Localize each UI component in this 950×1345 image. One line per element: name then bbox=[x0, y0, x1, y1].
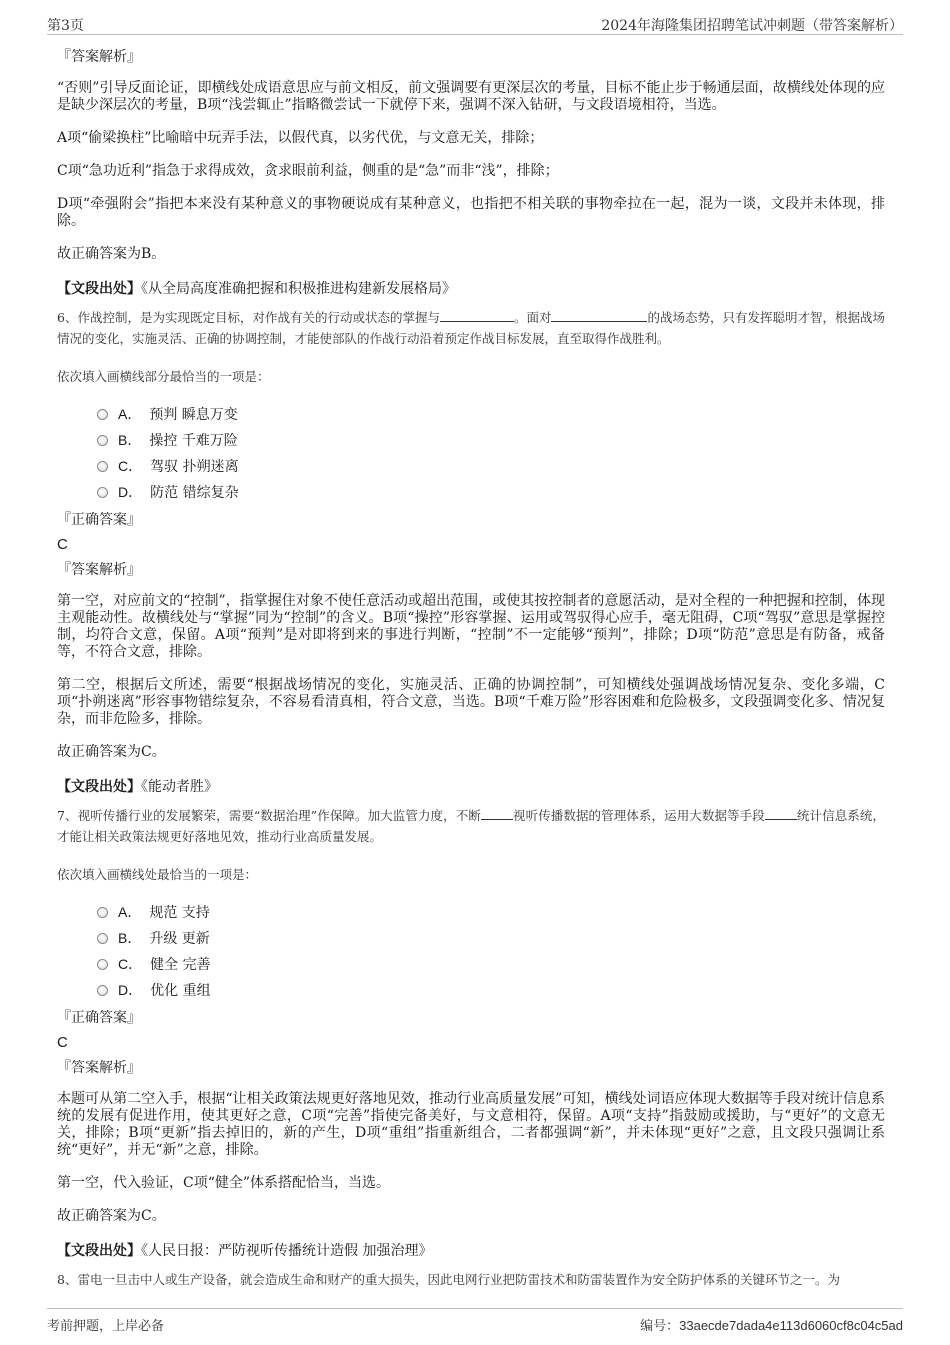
analysis-paragraph: D项“牵强附会”指把本来没有某种意义的事物硬说成有某种意义，也指把不相关联的事物牵拉在一起，混为一谈，文段并未体现，排除。 bbox=[57, 196, 885, 229]
option-a[interactable] bbox=[97, 899, 885, 925]
radio-icon[interactable] bbox=[97, 959, 108, 970]
analysis-paragraph: 本题可从第二空入手，根据“让相关政策法规更好落地见效，推动行业高质量发展”可知，横线处词语应体现大数据等手段对统计信息系统的发展有促进作用，使其更好之意，C项“完善”指使完备美好，与文意相符，保留。A项“支持”指鼓励或援助，与“更好”的文意无关，排除；B项“更新”指去掉旧的，新的产生，D项“重组”指重新组合，二者都强调“新”，并未体现“更好”之意，且文段只强调让系统“更好”，并无“新”之意，排除。 bbox=[57, 1091, 885, 1158]
answer-blank bbox=[481, 807, 513, 820]
code-value: 33aecde7dada4e113d6060cf8c04c5ad bbox=[679, 1318, 903, 1333]
option-key: C． bbox=[118, 458, 143, 474]
question-text-part: 的战场态势，只有发挥聪明才智，根据战场情况的变化，实施灵活、正确的协调控制，才能使部队的作战行动沿着预定作战目标发展，直至取得作战胜利。 bbox=[57, 310, 885, 346]
question-6-prompt: 依次填入画横线部分最恰当的一项是： bbox=[57, 369, 270, 384]
correct-answer-label: 『正确答案』 bbox=[57, 1010, 141, 1026]
document-title: 2024年海隆集团招聘笔试冲刺题（带答案解析） bbox=[601, 18, 903, 34]
correct-answer: C bbox=[57, 536, 68, 553]
radio-icon[interactable] bbox=[97, 435, 108, 446]
radio-icon[interactable] bbox=[97, 487, 108, 498]
option-a[interactable] bbox=[97, 401, 885, 427]
page-number: 第3页 bbox=[47, 18, 84, 34]
question-8-text: 8、雷电一旦击中人或生产设备，就会造成生命和财产的重大损失，因此电网行业把防雷技术和防雷装置作为安全防护体系的关键环节之一。为 bbox=[57, 1272, 840, 1287]
question-text-part: 视听传播数据的管理体系，运用大数据等手段 bbox=[512, 808, 765, 823]
source-title: 《人民日报：严防视听传播统计造假 加强治理》 bbox=[141, 1243, 433, 1259]
analysis-conclusion: 故正确答案为C。 bbox=[57, 1208, 166, 1224]
radio-icon[interactable] bbox=[97, 461, 108, 472]
question-text-part: 统计信息系统，才能让相关政策法规更好落地见效，推动行业高质量发展。 bbox=[57, 808, 885, 844]
analysis-label: 『答案解析』 bbox=[57, 1060, 141, 1076]
main-content bbox=[57, 46, 885, 1308]
source-line bbox=[57, 1241, 885, 1261]
option-key: A． bbox=[118, 406, 142, 422]
option-key: A． bbox=[118, 904, 142, 920]
analysis-paragraph: “否则”引导反面论证，即横线处成语意思应与前文相反，前文强调要有更深层次的考量，目标不能止步于畅通层面，故横线处体现的应是缺少深层次的考量，B项“浅尝辄止”指略微尝试一下就停下来，强调不深入钻研，与文段语境相符，当选。 bbox=[57, 80, 885, 113]
option-text: 驾驭 扑朔迷离 bbox=[150, 459, 239, 475]
option-key: B． bbox=[118, 930, 142, 946]
option-key: D． bbox=[118, 982, 143, 998]
question-text-part: 6、作战控制，是为实现既定目标，对作战有关的行动或状态的掌握与 bbox=[57, 310, 440, 325]
option-text: 优化 重组 bbox=[150, 983, 211, 999]
option-c[interactable] bbox=[97, 951, 885, 977]
question-7-text bbox=[57, 805, 885, 847]
option-d[interactable] bbox=[97, 479, 885, 505]
radio-icon[interactable] bbox=[97, 907, 108, 918]
analysis-label: 『答案解析』 bbox=[57, 49, 141, 65]
question-7-prompt: 依次填入画横线处最恰当的一项是： bbox=[57, 867, 258, 882]
question-6-options bbox=[97, 401, 885, 505]
correct-answer: C bbox=[57, 1034, 68, 1051]
option-c[interactable] bbox=[97, 453, 885, 479]
option-text: 预判 瞬息万变 bbox=[149, 407, 238, 423]
page-header bbox=[47, 12, 903, 35]
source-title: 《从全局高度准确把握和积极推进构建新发展格局》 bbox=[141, 281, 456, 297]
source-line bbox=[57, 777, 885, 797]
radio-icon[interactable] bbox=[97, 933, 108, 944]
question-6-text bbox=[57, 307, 885, 349]
analysis-paragraph: 第二空，根据后文所述，需要“根据战场情况的变化，实施灵活、正确的协调控制”，可知横线处强调战场情况复杂、变化多端，C项“扑朔迷离”形容事物错综复杂，不容易看清真相，符合文意，当选。B项“千难万险”形容困难和危险极多，文段强调变化多、情况复杂，而非危险多，排除。 bbox=[57, 677, 885, 727]
source-tag: 【文段出处】 bbox=[57, 1243, 141, 1259]
analysis-paragraph: C项“急功近利”指急于求得成效，贪求眼前利益，侧重的是“急”而非“浅”，排除； bbox=[57, 163, 559, 179]
question-text-part: 。面对 bbox=[513, 310, 552, 325]
answer-blank bbox=[440, 309, 514, 322]
document-code bbox=[640, 1315, 903, 1334]
source-title: 《能动者胜》 bbox=[141, 779, 218, 795]
source-line bbox=[57, 279, 885, 299]
option-text: 防范 错综复杂 bbox=[150, 485, 239, 501]
option-text: 规范 支持 bbox=[149, 905, 210, 921]
option-key: D． bbox=[118, 484, 143, 500]
page-footer bbox=[47, 1308, 903, 1337]
option-text: 健全 完善 bbox=[150, 957, 211, 973]
option-text: 升级 更新 bbox=[149, 931, 210, 947]
option-d[interactable] bbox=[97, 977, 885, 1003]
code-label: 编号： bbox=[640, 1319, 680, 1334]
footer-slogan: 考前押题，上岸必备 bbox=[47, 1319, 165, 1334]
question-text-part: 7、视听传播行业的发展繁荣，需要“数据治理”作保障。加大监管力度，不断 bbox=[57, 808, 481, 823]
option-b[interactable] bbox=[97, 925, 885, 951]
option-text: 操控 千难万险 bbox=[149, 433, 238, 449]
analysis-conclusion: 故正确答案为B。 bbox=[57, 246, 166, 262]
correct-answer-label: 『正确答案』 bbox=[57, 512, 141, 528]
analysis-paragraph: A项“偷梁换柱”比喻暗中玩弄手法，以假代真，以劣代优，与文意无关，排除； bbox=[57, 130, 544, 146]
answer-blank bbox=[765, 807, 797, 820]
option-b[interactable] bbox=[97, 427, 885, 453]
question-7-options bbox=[97, 899, 885, 1003]
analysis-conclusion: 故正确答案为C。 bbox=[57, 744, 166, 760]
radio-icon[interactable] bbox=[97, 409, 108, 420]
answer-blank bbox=[551, 309, 647, 322]
option-key: B． bbox=[118, 432, 142, 448]
radio-icon[interactable] bbox=[97, 985, 108, 996]
option-key: C． bbox=[118, 956, 143, 972]
analysis-paragraph: 第一空，对应前文的“控制”，指掌握住对象不使任意活动或超出范围，或使其按控制者的意愿活动，是对全程的一种把握和控制，体现主观能动性。故横线处与“掌握”同为“控制”的含义。B项“操控”形容掌握、运用或驾驭得心应手，毫无阻碍，C项“驾驭”意思是掌握控制，均符合文意，保留。A项“预判”是对即将到来的事进行判断，“控制”不一定能够“预判”，排除；D项“防范”意思是有防备，戒备等，不符合文意，排除。 bbox=[57, 593, 885, 660]
analysis-label: 『答案解析』 bbox=[57, 562, 141, 578]
analysis-paragraph: 第一空，代入验证，C项“健全”体系搭配恰当，当选。 bbox=[57, 1175, 391, 1191]
source-tag: 【文段出处】 bbox=[57, 779, 141, 795]
source-tag: 【文段出处】 bbox=[57, 281, 141, 297]
